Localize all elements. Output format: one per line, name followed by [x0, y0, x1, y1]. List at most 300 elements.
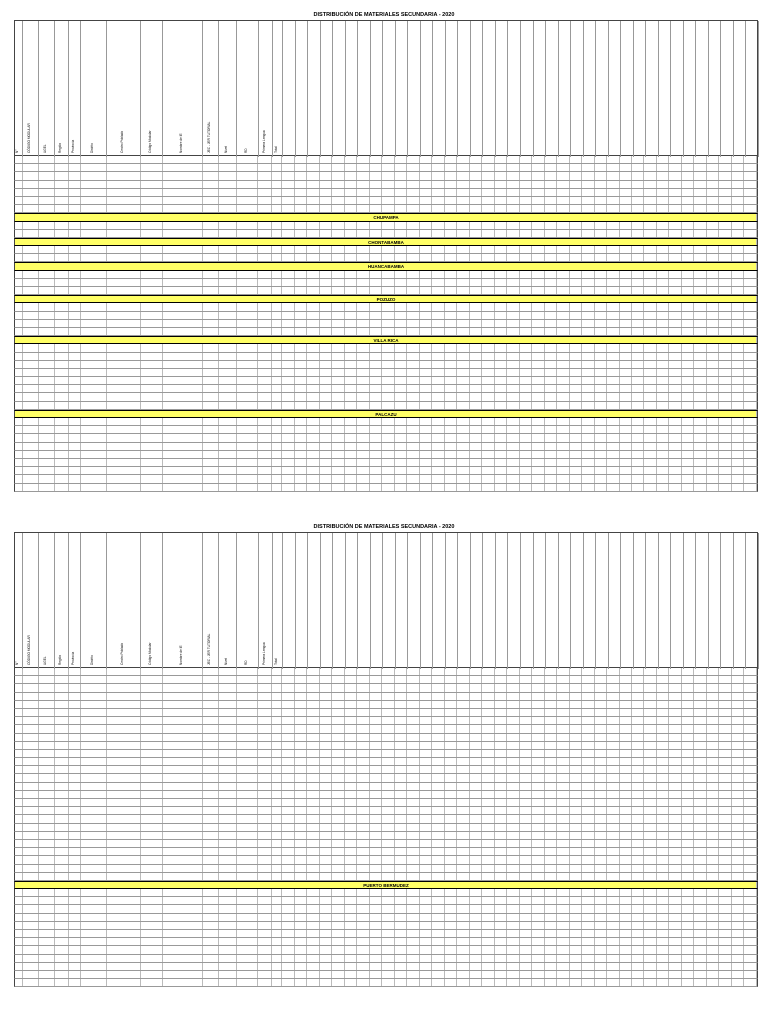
- table-cell-value: [370, 979, 382, 986]
- table-cell: [237, 172, 259, 179]
- table-cell-value: [370, 676, 382, 683]
- table-cell-value: [632, 848, 644, 855]
- table-cell-value: [719, 905, 731, 912]
- table-cell-value: [395, 684, 407, 691]
- table-cell: [272, 807, 282, 814]
- table-cell-value: [570, 287, 582, 294]
- table-cell-value: [345, 254, 357, 261]
- table-cell: [39, 684, 55, 691]
- table-cell-value: [395, 971, 407, 978]
- table-cell-value: [332, 774, 344, 781]
- header-cell-material: [496, 533, 509, 669]
- table-cell-value: [470, 393, 482, 400]
- table-cell-value: [382, 791, 394, 798]
- table-cell-value: [620, 701, 632, 708]
- table-cell-value: [570, 467, 582, 474]
- table-cell-value: [632, 938, 644, 945]
- table-cell-value: [669, 758, 681, 765]
- table-cell-value: [545, 922, 557, 929]
- table-cell: [23, 758, 39, 765]
- table-cell-value: [320, 824, 332, 831]
- table-cell-value: [744, 172, 756, 179]
- table-cell-value: [282, 344, 294, 351]
- table-cell: [203, 783, 219, 790]
- table-cell-value: [719, 791, 731, 798]
- table-cell-value: [682, 717, 694, 724]
- table-cell-value: [595, 361, 607, 368]
- table-cell-value: [545, 303, 557, 310]
- table-cell-value: [595, 815, 607, 822]
- table-cell-value: [407, 254, 419, 261]
- table-cell: [107, 287, 141, 294]
- table-cell-value: [744, 783, 756, 790]
- table-cell: [55, 353, 69, 360]
- table-cell-value: [482, 955, 494, 962]
- table-cell-value: [432, 459, 444, 466]
- table-cell: [141, 832, 163, 839]
- table-cell-value: [420, 328, 432, 335]
- table-cell-value: [682, 832, 694, 839]
- table-cell: [15, 758, 23, 765]
- table-cell-value: [707, 205, 719, 212]
- table-cell-value: [732, 320, 744, 327]
- table-cell: [15, 971, 23, 978]
- table-cell-value: [395, 484, 407, 491]
- table-cell-value: [582, 287, 594, 294]
- table-cell: [203, 742, 219, 749]
- table-cell-value: [320, 393, 332, 400]
- table-cell-value: [719, 197, 731, 204]
- table-cell-value: [644, 717, 656, 724]
- table-cell-value: [570, 328, 582, 335]
- table-cell-value: [669, 443, 681, 450]
- table-cell-value: [694, 840, 706, 847]
- table-cell: [258, 832, 272, 839]
- table-cell-value: [607, 328, 619, 335]
- table-cell-value: [694, 230, 706, 237]
- table-cell: [237, 742, 259, 749]
- table-cell: [163, 897, 203, 904]
- table-cell-value: [532, 279, 544, 286]
- table-cell-value: [632, 418, 644, 425]
- table-cell: [141, 287, 163, 294]
- table-cell: [39, 271, 55, 278]
- table-cell: [55, 963, 69, 970]
- table-cell-value: [570, 205, 582, 212]
- table-cell-value: [732, 684, 744, 691]
- table-cell-value: [470, 930, 482, 937]
- table-cell: [163, 865, 203, 872]
- table-cell-value: [470, 271, 482, 278]
- table-cell: [39, 914, 55, 921]
- table-cell-value: [557, 791, 569, 798]
- table-cell-value: [744, 750, 756, 757]
- table-cell-value: [595, 840, 607, 847]
- table-cell-value: [470, 320, 482, 327]
- table-cell-value: [332, 164, 344, 171]
- table-cell-value: [457, 856, 469, 863]
- table-cell-value: [582, 361, 594, 368]
- table-cell: [219, 774, 237, 781]
- table-cell-value: [719, 725, 731, 732]
- table-row: [14, 443, 758, 451]
- table-cell-value: [432, 377, 444, 384]
- table-cell-value: [607, 955, 619, 962]
- table-cell-value: [682, 181, 694, 188]
- table-cell: [15, 905, 23, 912]
- table-cell: [203, 230, 219, 237]
- table-cell-value: [432, 443, 444, 450]
- table-cell-value: [432, 451, 444, 458]
- table-cell-value: [620, 873, 632, 880]
- subtotal-label: VILLA RICA: [15, 337, 757, 343]
- table-cell: [81, 684, 107, 691]
- table-cell: [163, 824, 203, 831]
- table-row: [14, 361, 758, 369]
- table-cell-value: [482, 402, 494, 409]
- table-cell-value: [445, 774, 457, 781]
- table-cell-value: [620, 709, 632, 716]
- header-cell: Provincia: [69, 533, 81, 669]
- table-cell-value: [332, 799, 344, 806]
- table-cell: [23, 402, 39, 409]
- table-cell-value: [520, 377, 532, 384]
- table-cell: [237, 734, 259, 741]
- table-cell-value: [420, 684, 432, 691]
- table-cell: [258, 230, 272, 237]
- table-cell-value: [420, 873, 432, 880]
- table-cell-value: [482, 271, 494, 278]
- table-cell-value: [495, 377, 507, 384]
- table-cell-value: [507, 189, 519, 196]
- table-cell-value: [382, 914, 394, 921]
- table-row: [14, 897, 758, 905]
- table-cell: [39, 197, 55, 204]
- table-cell-value: [582, 922, 594, 929]
- table-cell-value: [732, 938, 744, 945]
- table-cell-value: [332, 766, 344, 773]
- table-cell-value: [557, 717, 569, 724]
- table-cell-value: [595, 873, 607, 880]
- table-cell: [203, 393, 219, 400]
- table-cell: [81, 197, 107, 204]
- header-cell-material: [746, 21, 759, 157]
- table-cell-value: [732, 734, 744, 741]
- table-cell: [237, 750, 259, 757]
- table-cell-value: [495, 418, 507, 425]
- table-cell-value: [694, 312, 706, 319]
- table-cell: [23, 668, 39, 675]
- table-cell-value: [545, 897, 557, 904]
- table-cell-value: [420, 181, 432, 188]
- table-cell-value: [694, 914, 706, 921]
- table-cell-value: [382, 668, 394, 675]
- table-cell: [107, 717, 141, 724]
- table-cell-value: [557, 914, 569, 921]
- table-cell: [23, 426, 39, 433]
- table-cell-value: [582, 783, 594, 790]
- table-cell-value: [357, 459, 369, 466]
- table-cell-value: [595, 824, 607, 831]
- table-cell-value: [407, 701, 419, 708]
- table-cell-value: [482, 873, 494, 880]
- table-cell-value: [370, 791, 382, 798]
- table-cell-value: [669, 815, 681, 822]
- table-cell-value: [644, 451, 656, 458]
- table-cell-value: [432, 856, 444, 863]
- header-cell-material: [621, 21, 634, 157]
- table-cell: [55, 287, 69, 294]
- table-cell-value: [457, 684, 469, 691]
- table-cell-value: [732, 279, 744, 286]
- table-cell-value: [295, 443, 307, 450]
- table-cell-value: [320, 791, 332, 798]
- table-cell: [203, 312, 219, 319]
- table-cell-value: [445, 799, 457, 806]
- table-cell-value: [657, 222, 669, 229]
- table-cell-value: [282, 848, 294, 855]
- table-cell: [55, 897, 69, 904]
- header-cell-material: [559, 21, 572, 157]
- table-cell-value: [632, 684, 644, 691]
- table-cell-value: [570, 271, 582, 278]
- table-cell-value: [657, 725, 669, 732]
- header-cell-material: [346, 533, 359, 669]
- table-cell: [39, 865, 55, 872]
- table-cell-value: [620, 222, 632, 229]
- table-cell-value: [370, 451, 382, 458]
- table-cell-value: [470, 774, 482, 781]
- table-cell-value: [620, 897, 632, 904]
- table-cell-value: [694, 369, 706, 376]
- table-cell-value: [320, 742, 332, 749]
- table-cell-value: [694, 709, 706, 716]
- table-cell-value: [495, 832, 507, 839]
- table-cell: [141, 963, 163, 970]
- table-cell: [23, 369, 39, 376]
- table-cell-value: [507, 791, 519, 798]
- table-cell-value: [582, 725, 594, 732]
- table-cell-value: [395, 353, 407, 360]
- table-cell-value: [595, 320, 607, 327]
- table-cell: [272, 328, 282, 335]
- table-cell-value: [357, 709, 369, 716]
- table-cell-value: [482, 254, 494, 261]
- table-cell-value: [607, 783, 619, 790]
- table-cell-value: [407, 832, 419, 839]
- table-cell-value: [495, 279, 507, 286]
- table-cell: [219, 230, 237, 237]
- table-cell-value: [495, 668, 507, 675]
- table-cell: [219, 758, 237, 765]
- table-cell: [55, 832, 69, 839]
- table-cell-value: [370, 783, 382, 790]
- table-cell-value: [532, 459, 544, 466]
- table-cell-value: [420, 246, 432, 253]
- table-cell-value: [407, 856, 419, 863]
- table-cell-value: [332, 303, 344, 310]
- table-cell-value: [307, 758, 319, 765]
- table-cell-value: [607, 353, 619, 360]
- table-cell-value: [657, 181, 669, 188]
- table-cell-value: [570, 815, 582, 822]
- table-cell-value: [457, 197, 469, 204]
- table-cell-value: [520, 164, 532, 171]
- table-cell-value: [682, 758, 694, 765]
- table-cell-value: [657, 676, 669, 683]
- table-cell: [203, 451, 219, 458]
- table-cell: [81, 824, 107, 831]
- table-cell-value: [595, 467, 607, 474]
- table-cell-value: [657, 840, 669, 847]
- table-cell-value: [595, 758, 607, 765]
- header-cell-material: [458, 21, 471, 157]
- table-cell-value: [357, 344, 369, 351]
- table-cell-value: [482, 774, 494, 781]
- table-cell-value: [620, 279, 632, 286]
- table-cell-value: [520, 361, 532, 368]
- table-cell: [55, 717, 69, 724]
- table-cell: [69, 467, 81, 474]
- table-cell: [69, 222, 81, 229]
- table-cell-value: [357, 484, 369, 491]
- table-cell-value: [669, 312, 681, 319]
- table-cell-value: [407, 774, 419, 781]
- table-cell: [237, 434, 259, 441]
- table-cell-value: [707, 725, 719, 732]
- table-cell-value: [282, 955, 294, 962]
- table-cell: [81, 922, 107, 929]
- table-row: [14, 459, 758, 467]
- table-cell-value: [620, 955, 632, 962]
- table-cell-value: [644, 164, 656, 171]
- table-cell: [55, 693, 69, 700]
- table-cell-value: [557, 709, 569, 716]
- table-cell-value: [694, 889, 706, 896]
- table-cell-value: [282, 361, 294, 368]
- table-cell: [163, 979, 203, 986]
- table-cell-value: [732, 930, 744, 937]
- table-cell: [258, 783, 272, 790]
- table-cell-value: [495, 320, 507, 327]
- table-cell-value: [657, 418, 669, 425]
- table-cell-value: [644, 701, 656, 708]
- table-cell-value: [495, 353, 507, 360]
- table-cell-value: [282, 328, 294, 335]
- table-cell-value: [644, 684, 656, 691]
- table-cell: [272, 353, 282, 360]
- table-cell: [15, 807, 23, 814]
- table-cell-value: [282, 824, 294, 831]
- table-cell-value: [295, 963, 307, 970]
- table-cell-value: [307, 271, 319, 278]
- table-cell-value: [420, 156, 432, 163]
- table-cell-value: [370, 734, 382, 741]
- table-cell-value: [420, 840, 432, 847]
- table-cell-value: [532, 938, 544, 945]
- table-cell: [237, 402, 259, 409]
- table-cell-value: [545, 361, 557, 368]
- table-cell-value: [694, 865, 706, 872]
- table-cell-value: [595, 684, 607, 691]
- header-cell-material: [483, 533, 496, 669]
- table-cell-value: [357, 393, 369, 400]
- table-row: [14, 287, 758, 295]
- table-cell-value: [632, 799, 644, 806]
- table-cell-value: [707, 189, 719, 196]
- table-cell-value: [382, 181, 394, 188]
- table-row: [14, 197, 758, 205]
- table-row: [14, 484, 758, 492]
- table-cell-value: [607, 197, 619, 204]
- table-cell-value: [495, 434, 507, 441]
- table-cell-value: [669, 230, 681, 237]
- table-cell-value: [482, 693, 494, 700]
- table-cell-value: [532, 353, 544, 360]
- table-cell: [258, 938, 272, 945]
- table-cell-value: [669, 303, 681, 310]
- table-cell-value: [507, 832, 519, 839]
- table-cell-value: [445, 312, 457, 319]
- table-cell-value: [595, 287, 607, 294]
- table-cell: [219, 709, 237, 716]
- table-cell-value: [582, 434, 594, 441]
- table-cell-value: [445, 197, 457, 204]
- table-cell-value: [707, 475, 719, 482]
- table-cell: [203, 922, 219, 929]
- table-cell-value: [582, 897, 594, 904]
- table-cell-value: [595, 426, 607, 433]
- table-cell-value: [719, 701, 731, 708]
- table-cell-value: [607, 971, 619, 978]
- table-cell: [39, 946, 55, 953]
- table-cell-value: [495, 971, 507, 978]
- table-cell-value: [719, 717, 731, 724]
- table-cell-value: [682, 693, 694, 700]
- table-cell-value: [382, 717, 394, 724]
- table-cell-value: [307, 725, 319, 732]
- table-cell-value: [557, 701, 569, 708]
- table-cell-value: [507, 807, 519, 814]
- table-cell-value: [295, 758, 307, 765]
- table-cell-value: [620, 418, 632, 425]
- table-cell-value: [644, 443, 656, 450]
- table-cell: [81, 873, 107, 880]
- table-cell-value: [470, 172, 482, 179]
- table-cell: [15, 271, 23, 278]
- table-cell: [163, 799, 203, 806]
- table-cell: [237, 459, 259, 466]
- table-cell-value: [557, 418, 569, 425]
- table-cell-value: [582, 832, 594, 839]
- table-cell-value: [470, 824, 482, 831]
- table-cell: [219, 717, 237, 724]
- table-cell-value: [332, 443, 344, 450]
- table-cell-value: [732, 467, 744, 474]
- table-cell-value: [457, 865, 469, 872]
- table-cell-value: [382, 254, 394, 261]
- table-cell: [55, 418, 69, 425]
- table-cell-value: [632, 717, 644, 724]
- table-cell: [69, 766, 81, 773]
- table-cell-value: [570, 369, 582, 376]
- header-cell-material: [696, 21, 709, 157]
- table-cell-value: [694, 164, 706, 171]
- table-cell-value: [345, 377, 357, 384]
- table-cell-value: [744, 377, 756, 384]
- table-cell-value: [632, 361, 644, 368]
- table-cell-value: [395, 181, 407, 188]
